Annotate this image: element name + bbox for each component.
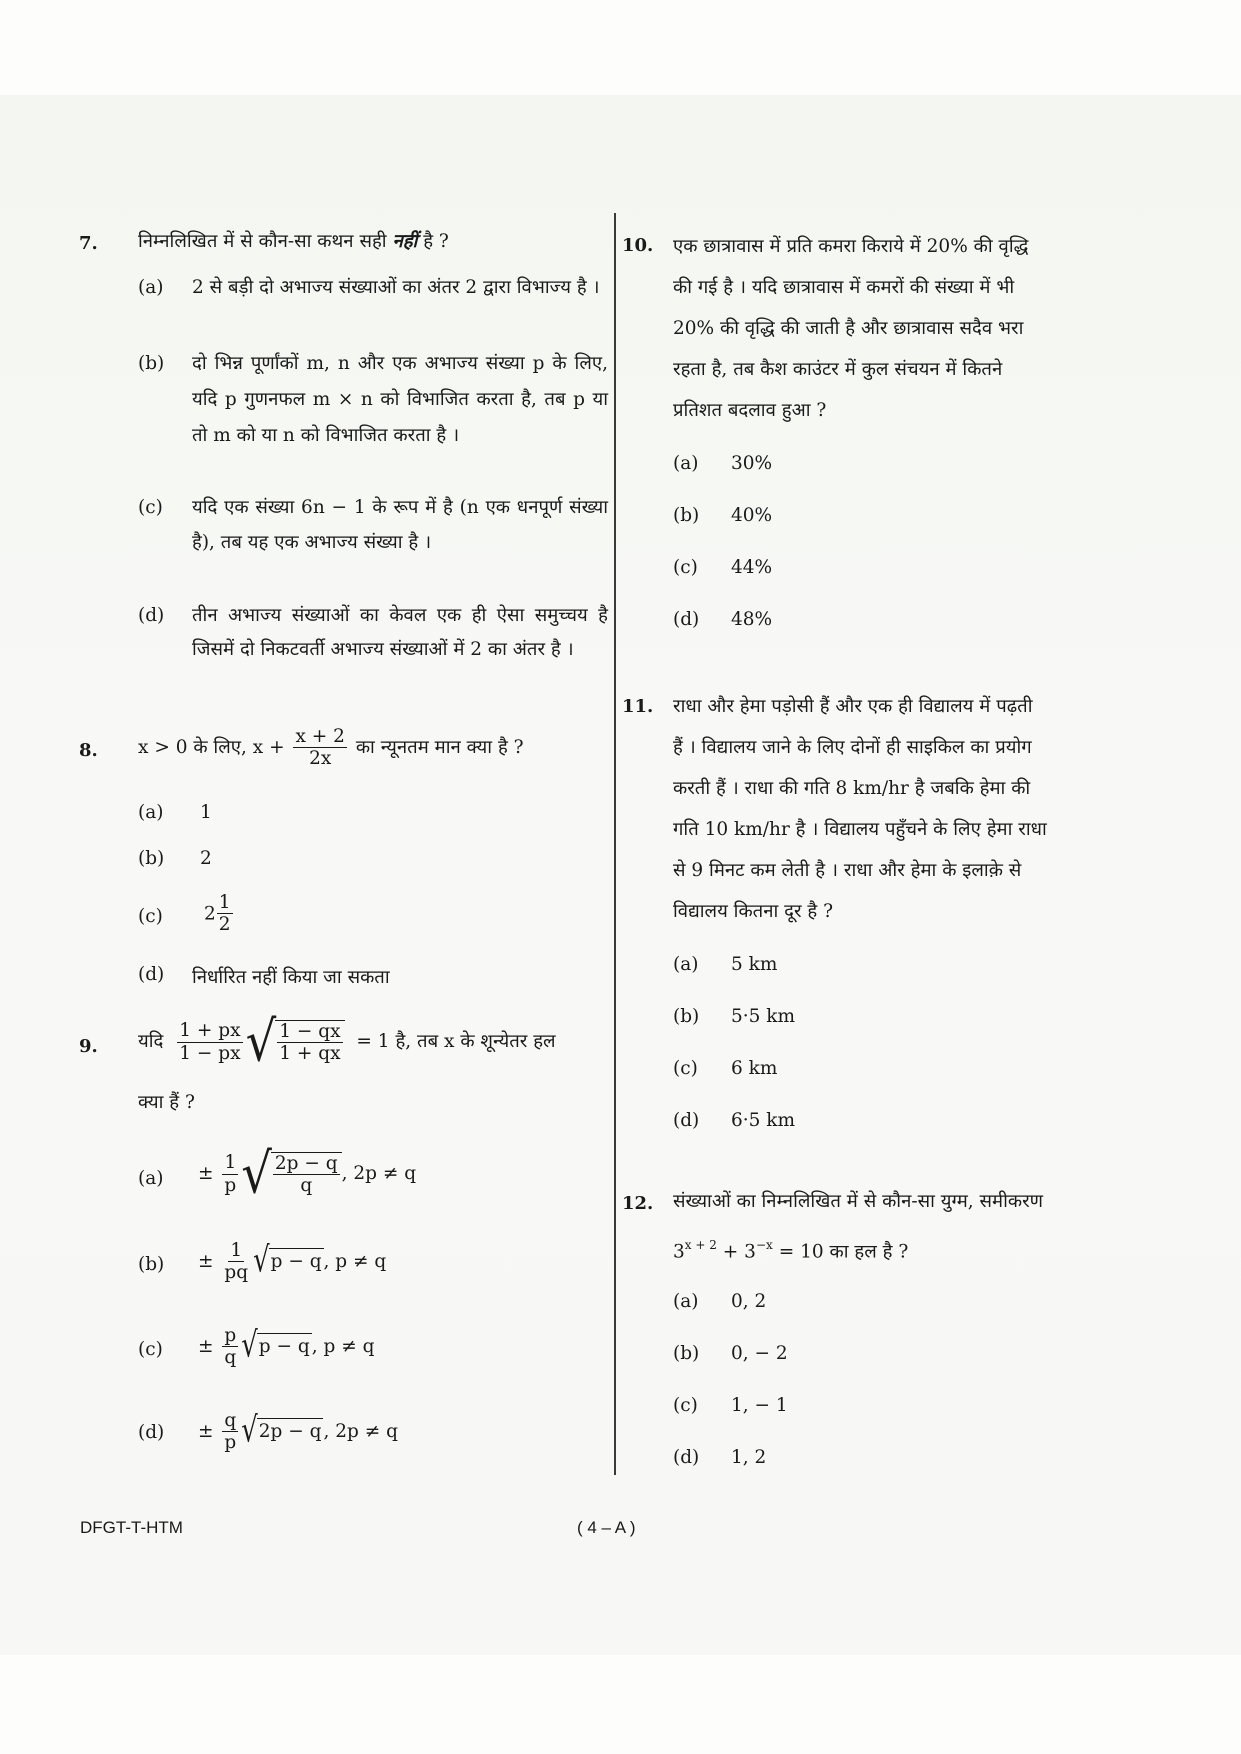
option-text: 5·5 km [731, 1006, 796, 1027]
option-text: ± $\frac{1}{p}$ √ $\frac{2p - q}{q}$ , 2p ≠ q [198, 1141, 417, 1207]
fraction: $\frac{1 - qx}{1 + qx}$ [279, 1020, 341, 1065]
option-label: (c) [673, 557, 698, 578]
option-label: (c) [138, 497, 163, 518]
question-stem: एक छात्रावास में प्रति कमरा किराये में 20% की वृद्धि की गई है । यदि छात्रावास में कमरों की संख्या में भी 20% की वृद्धि की जाती है और छात्रावास सदैव भरा रहता है, तब कैश काउंटर में कुल संचयन में कितने प्रतिशत बदलाव हुआ ? [673, 236, 1029, 421]
option-label: (d) [673, 1110, 700, 1131]
square-root: √ $\frac{1 - qx}{1 + qx}$ [246, 1018, 345, 1066]
page-number: ( 4 – A ) [577, 1518, 636, 1537]
option-label: (d) [138, 1422, 165, 1443]
question-stem: राधा और हेमा पड़ोसी हैं और एक ही विद्यालय में पढ़ती हैं । विद्यालय जाने के लिए दोनों ही साइकिल का प्रयोग करती हैं । राधा की गति 8 km/hr है जबकि हेमा की गति 10 km/hr है । विद्यालय पहुँचने के लिए हेमा राधा से 9 मिनट कम लेती है । राधा और हेमा के इलाक़े से विद्यालय कितना दूर है ? [673, 696, 1047, 922]
option-label: (b) [138, 848, 165, 869]
option-text: 1, − 1 [731, 1395, 788, 1416]
option-label: (c) [138, 906, 163, 927]
fraction: $\frac{1}{2}$ [218, 892, 231, 936]
fraction: $\frac{2p - q}{q}$ [274, 1152, 338, 1197]
footer-code: DFGT-T-HTM [80, 1518, 183, 1537]
option-label: (b) [138, 353, 165, 374]
option-text: 30% [731, 453, 773, 474]
option-text: 40% [731, 505, 773, 526]
question-number: 9. [79, 1036, 98, 1057]
question-number: 8. [79, 740, 98, 761]
equation: $3^{x + 2} + 3^{-x} = 10$ का हल है ? [673, 1238, 909, 1263]
question-stem: x > 0 के लिए, x + $\frac{x + 2}{2x}$ का न्यूनतम मान क्या है ? [138, 726, 524, 770]
question-stem: निम्नलिखित में से कौन-सा कथन सही नहीं है ? [138, 231, 449, 252]
option-text: 2 [200, 848, 212, 869]
option-text: 2 $\frac{1}{2}$ [204, 892, 231, 936]
option-text: ± $\frac{p}{q}$ √ p − q , p ≠ q [198, 1325, 375, 1369]
fraction: $\frac{p}{q}$ [224, 1325, 237, 1369]
fraction: $\frac{1 + px}{1 - px}$ [179, 1020, 241, 1064]
option-label: (d) [673, 609, 700, 630]
option-label: (b) [138, 1254, 165, 1275]
option-label: (a) [138, 802, 164, 823]
question-stem: यदि $\frac{1 + px}{1 - px}$ √ $\frac{1 - qx}{1 + qx}$ = 1 है, तब x के शून्येतर हल [138, 1009, 556, 1075]
option-text: 6 km [731, 1058, 778, 1079]
option-text: दो भिन्न पूर्णांकों m, n और एक अभाज्य संख्या p के लिए, यदि p गुणनफल m × n को विभाजित करता है, तब p या तो m को या n को विभाजित करता है । [192, 353, 608, 446]
option-label: (b) [673, 1343, 700, 1364]
option-label: (d) [673, 1447, 700, 1468]
option-text: 0, − 2 [731, 1343, 788, 1364]
option-text: निर्धारित नहीं किया जा सकता [192, 967, 390, 988]
square-root: √ 2p − q [241, 1410, 322, 1451]
option-label: (c) [673, 1395, 698, 1416]
question-number: 11. [622, 696, 654, 717]
fraction: $\frac{1}{p}$ [224, 1152, 237, 1196]
option-text: 0, 2 [731, 1291, 767, 1312]
square-root: √ p − q [253, 1240, 322, 1281]
square-root: √ p − q [241, 1325, 310, 1366]
option-label: (c) [673, 1058, 698, 1079]
column-divider [614, 213, 616, 1475]
option-label: (c) [138, 1339, 163, 1360]
question-number: 7. [79, 233, 98, 254]
option-label: (d) [138, 605, 165, 626]
fraction: $\frac{q}{p}$ [224, 1410, 237, 1454]
option-text: 1, 2 [731, 1447, 767, 1468]
option-label: (b) [673, 1006, 700, 1027]
option-label: (a) [673, 954, 699, 975]
option-label: (a) [673, 453, 699, 474]
option-label: (a) [138, 277, 164, 298]
fraction: $\frac{1}{pq}$ [224, 1240, 249, 1284]
square-root: √ $\frac{2p - q}{q}$ [241, 1150, 341, 1198]
option-text: ± $\frac{q}{p}$ √ 2p − q , 2p ≠ q [198, 1410, 398, 1454]
question-stem: संख्याओं का निम्नलिखित में से कौन-सा युग्म, समीकरण [673, 1191, 1044, 1212]
option-text: 48% [731, 609, 773, 630]
option-text: 2 से बड़ी दो अभाज्य संख्याओं का अंतर 2 द्वारा विभाज्य है । [192, 277, 600, 298]
question-stem-line2: क्या हैं ? [138, 1092, 195, 1113]
option-text: 44% [731, 557, 773, 578]
option-label: (b) [673, 505, 700, 526]
option-text: तीन अभाज्य संख्याओं का केवल एक ही ऐसा समुच्चय है जिसमें दो निकटवर्ती अभाज्य संख्याओं में 2 का अंतर है । [192, 605, 608, 660]
option-label: (d) [138, 964, 165, 985]
option-text: 1 [200, 802, 212, 823]
option-label: (a) [138, 1168, 164, 1189]
question-number: 10. [622, 235, 654, 256]
emphasis: नहीं [392, 231, 418, 252]
option-label: (a) [673, 1291, 699, 1312]
option-text: ± $\frac{1}{pq}$ √ p − q , p ≠ q [198, 1240, 387, 1284]
option-text: 6·5 km [731, 1110, 796, 1131]
question-number: 12. [622, 1193, 654, 1214]
option-text: 5 km [731, 954, 778, 975]
fraction: $\frac{x + 2}{2x}$ [295, 726, 345, 770]
option-text: यदि एक संख्या 6n − 1 के रूप में है (n एक धनपूर्ण संख्या है), तब यह एक अभाज्य संख्या है । [192, 497, 608, 553]
